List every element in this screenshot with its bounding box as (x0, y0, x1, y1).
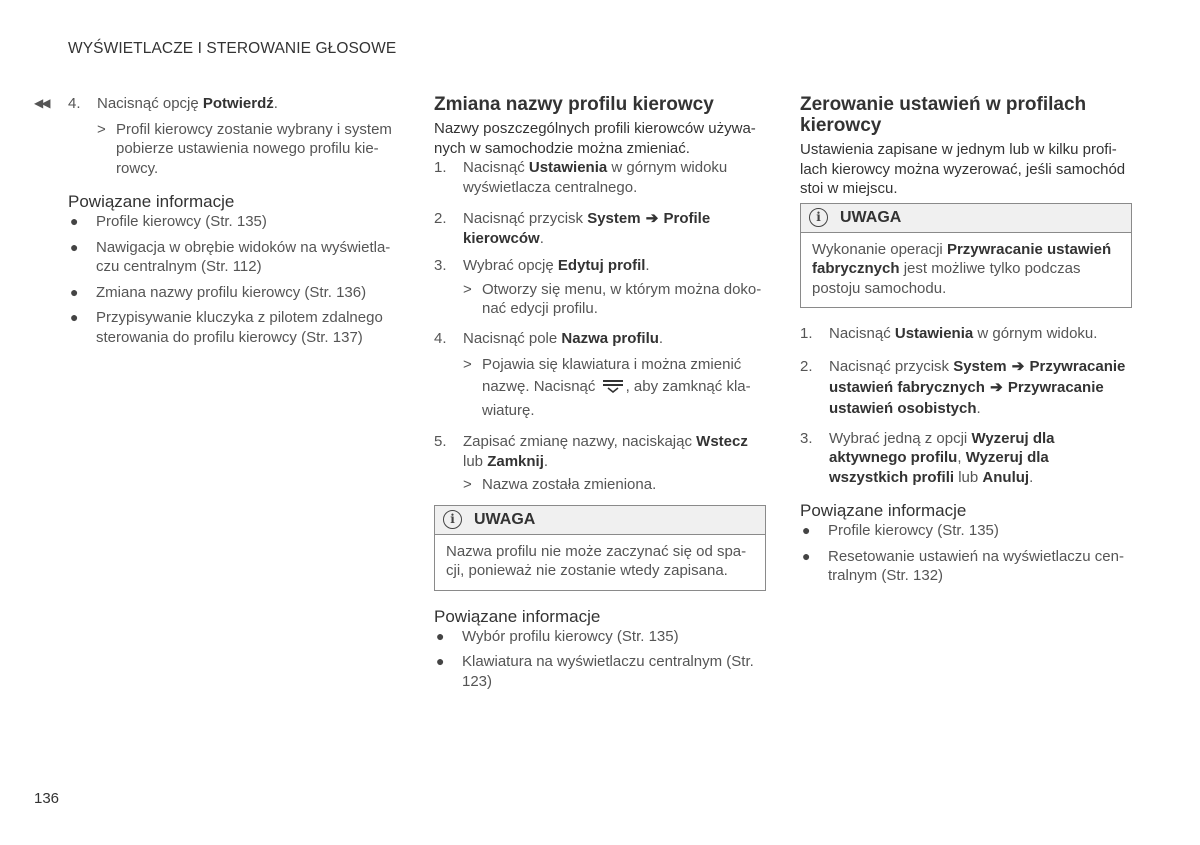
step-2: 2. Nacisnąć przycisk System ➔ Profile kierowców. (434, 210, 711, 247)
bullet-icon: ● (70, 238, 79, 255)
related-link[interactable]: ● Profile kierowcy (Str. 135) (802, 522, 999, 539)
step-3-result: > Otworzy się menu, w którym można doko-nać edycji profilu. (463, 280, 762, 317)
confirm-option: Potwierdź (202, 95, 274, 112)
step-5-result: > Nazwa została zmieniona. (463, 476, 657, 493)
step-4-result: > Profil kierowcy zostanie wybrany i system pobierze ustawienia nowego profilu kie-rowcy. (97, 120, 392, 177)
bullet-icon: ● (70, 283, 79, 300)
bullet-icon: ● (436, 627, 445, 644)
step-4: 4. Nacisnąć pole Nazwa profilu. (434, 329, 664, 347)
page-number: 136 (34, 790, 60, 807)
related-info-heading: Powiązane informacje (434, 606, 601, 626)
result-arrow: > (97, 120, 106, 138)
info-icon: i (809, 208, 828, 227)
step-4: 4. Nacisnąć opcję Potwierdź. (68, 95, 278, 112)
page-header-title: WYŚWIETLACZE I STEROWANIE GŁOSOWE (68, 40, 397, 57)
note-header (801, 204, 1131, 233)
step-number: 4. (68, 95, 81, 112)
bullet-icon: ● (70, 309, 79, 325)
note-box (434, 505, 766, 591)
section-heading-reset-profile: Zerowanie ustawień w profilach kierowcy (800, 94, 1087, 136)
note-title: UWAGA (474, 510, 536, 528)
column-3 (800, 94, 1132, 586)
note-body: Wykonanie operacji Przywracanie ustawień fabrycznych jest możliwe tylko podczas postoju samochodu. (812, 240, 1112, 297)
related-info-heading: Powiązane informacje (800, 501, 967, 520)
related-link[interactable]: ● Profile kierowcy (Str. 135) (70, 213, 267, 230)
step-4-result: > Pojawia się klawiatura i można zmienić nazwę. Nacisnąć , aby zamknąć kla-wiaturę. (463, 356, 751, 419)
section-intro: Ustawienia zapisane w jednym lub w kilku profi-lach kierowcy można wyzerować, jeśli samochód stoi w miejscu. (800, 141, 1126, 197)
section-heading-rename-profile: Zmiana nazwy profilu kierowcy (434, 94, 714, 115)
step-5: 5. Zapisać zmianę nazwy, naciskając Wstecz lub Zamknij. (434, 433, 748, 470)
continued-from-previous-page-icon: ◀◀ (34, 96, 49, 110)
bullet-icon: ● (436, 653, 445, 669)
bullet-icon: ● (802, 522, 811, 538)
related-link[interactable]: ● Wybór profilu kierowcy (Str. 135) (436, 627, 679, 645)
related-link[interactable]: ● Zmiana nazwy profilu kierowcy (Str. 136) (70, 283, 367, 301)
bullet-icon: ● (802, 547, 811, 564)
arrow-right-icon: ➔ (645, 210, 659, 227)
step-1: 1. Nacisnąć Ustawienia w górnym widoku. (800, 325, 1098, 342)
note-title: UWAGA (840, 208, 902, 226)
keyboard-hide-icon (602, 378, 624, 400)
section-intro: Nazwy poszczególnych profili kierowców używa-nych w samochodzie można zmieniać. (434, 120, 756, 157)
step-3: 3. Wybrać jedną z opcji Wyzeruj dla aktywnego profilu, Wyzeruj dla wszystkich profili lub Anuluj. (800, 429, 1055, 486)
related-link[interactable]: ● Resetowanie ustawień na wyświetlaczu cen-tralnym (Str. 132) (802, 547, 1124, 584)
bullet-icon: ● (70, 213, 79, 229)
info-icon: i (443, 510, 462, 529)
note-body: Nazwa profilu nie może zaczynać się od spa-cji, ponieważ nie zostanie wtedy zapisana. (446, 542, 747, 579)
arrow-right-icon: ➔ (1011, 357, 1025, 375)
related-link[interactable]: ● Przypisywanie kluczyka z pilotem zdalnego sterowania do profilu kierowcy (Str. 137) (70, 309, 383, 346)
step-3: 3. Wybrać opcję Edytuj profil. (434, 257, 650, 274)
column-2 (434, 94, 766, 691)
related-link[interactable]: ● Nawigacja w obrębie widoków na wyświetla-czu centralnym (Str. 112) (70, 238, 391, 275)
step-2: 2. Nacisnąć przycisk System ➔ Przywracanie ustawień fabrycznych ➔ Przywracanie ustawień osobistych. (800, 357, 1126, 417)
step-1: 1. Nacisnąć Ustawienia w górnym widoku wyświetlacza centralnego. (434, 159, 728, 196)
arrow-right-icon: ➔ (990, 378, 1003, 396)
note-header (435, 506, 765, 535)
related-info-heading: Powiązane informacje (68, 192, 235, 211)
related-link[interactable]: ● Klawiatura na wyświetlaczu centralnym (Str. 123) (436, 653, 754, 690)
column-1 (68, 94, 398, 347)
note-box (800, 203, 1132, 309)
